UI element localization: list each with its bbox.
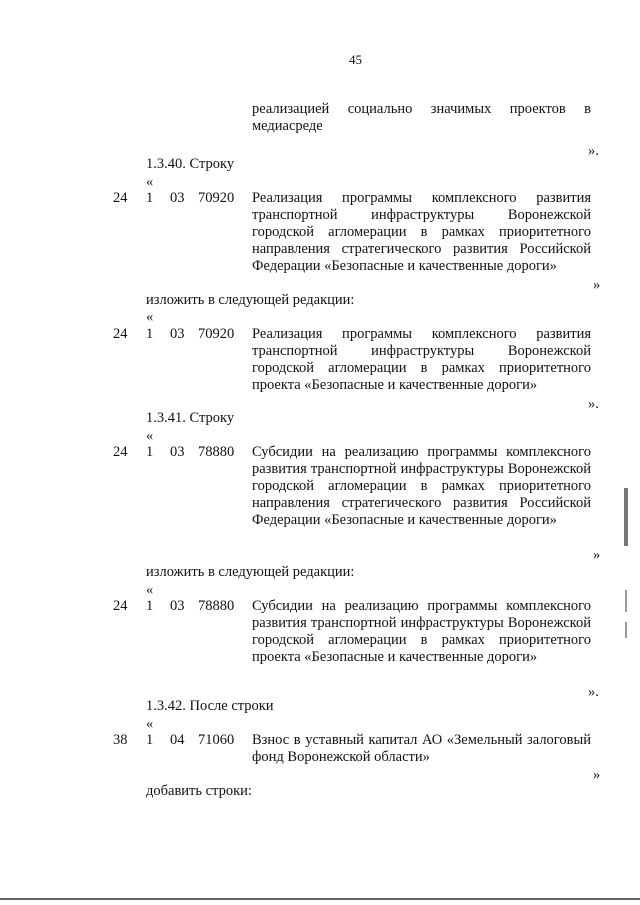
section-heading: 1.3.41. Строку — [146, 410, 235, 426]
code-column-4: 70920 — [198, 190, 235, 206]
code-column-3: 03 — [170, 190, 185, 206]
code-column-4: 71060 — [198, 732, 235, 748]
scan-edge-mark — [624, 488, 628, 546]
section-heading: 1.3.40. Строку — [146, 156, 235, 172]
code-column-1: 24 — [113, 444, 128, 460]
row-description: Субсидии на реализацию программы комплексного развития транспортной инфраструктуры Воронежской городской агломерации в рамках приоритетного проекта «Безопасные и качественные дороги» — [252, 598, 591, 665]
code-column-1: 38 — [113, 732, 128, 748]
code-column-2: 1 — [146, 444, 154, 460]
code-column-3: 03 — [170, 598, 185, 614]
close-quote: » — [593, 547, 601, 563]
code-column-3: 03 — [170, 326, 185, 342]
code-column-1: 24 — [113, 598, 128, 614]
scan-edge-mark — [625, 622, 627, 638]
section-heading: изложить в следующей редакции: — [146, 292, 355, 308]
open-quote: « — [146, 309, 154, 325]
row-description: Реализация программы комплексного развития транспортной инфраструктуры Воронежской городской агломерации в рамках приоритетного проекта «Безопасные и качественные дороги» — [252, 326, 591, 393]
close-quote: ». — [588, 684, 599, 700]
page-number: 45 — [349, 52, 362, 67]
open-quote: « — [146, 582, 154, 598]
section-heading: 1.3.42. После строки — [146, 698, 274, 714]
final-heading: добавить строки: — [146, 783, 252, 799]
code-column-2: 1 — [146, 190, 154, 206]
section-heading: изложить в следующей редакции: — [146, 564, 355, 580]
close-quote: ». — [588, 396, 599, 412]
code-column-3: 04 — [170, 732, 185, 748]
scan-bottom-edge — [0, 898, 640, 900]
code-column-3: 03 — [170, 444, 185, 460]
code-column-2: 1 — [146, 598, 154, 614]
row-description: Субсидии на реализацию программы комплексного развития транспортной инфраструктуры Воронежской городской агломерации в рамках приоритетного направления стратегического развития Российской Федерации «Безопасные и качественные дороги» — [252, 444, 591, 528]
code-column-4: 78880 — [198, 444, 235, 460]
code-column-1: 24 — [113, 326, 128, 342]
close-quote: » — [593, 767, 601, 783]
code-column-4: 70920 — [198, 326, 235, 342]
open-quote: « — [146, 428, 154, 444]
code-column-4: 78880 — [198, 598, 235, 614]
code-column-2: 1 — [146, 326, 154, 342]
code-column-2: 1 — [146, 732, 154, 748]
row-description: Взнос в уставный капитал АО «Земельный залоговый фонд Воронежской области» — [252, 732, 591, 765]
close-quote: » — [593, 277, 601, 293]
continuation-text: реализацией социально значимых проектов в медиасреде — [252, 101, 591, 134]
open-quote: « — [146, 716, 154, 732]
continuation-close-quote: ». — [588, 143, 599, 159]
scan-edge-mark — [625, 590, 627, 612]
code-column-1: 24 — [113, 190, 128, 206]
open-quote: « — [146, 174, 154, 190]
row-description: Реализация программы комплексного развития транспортной инфраструктуры Воронежской городской агломерации в рамках приоритетного направления стратегического развития Российской Федерации «Безопасные и качественные дороги» — [252, 190, 591, 274]
